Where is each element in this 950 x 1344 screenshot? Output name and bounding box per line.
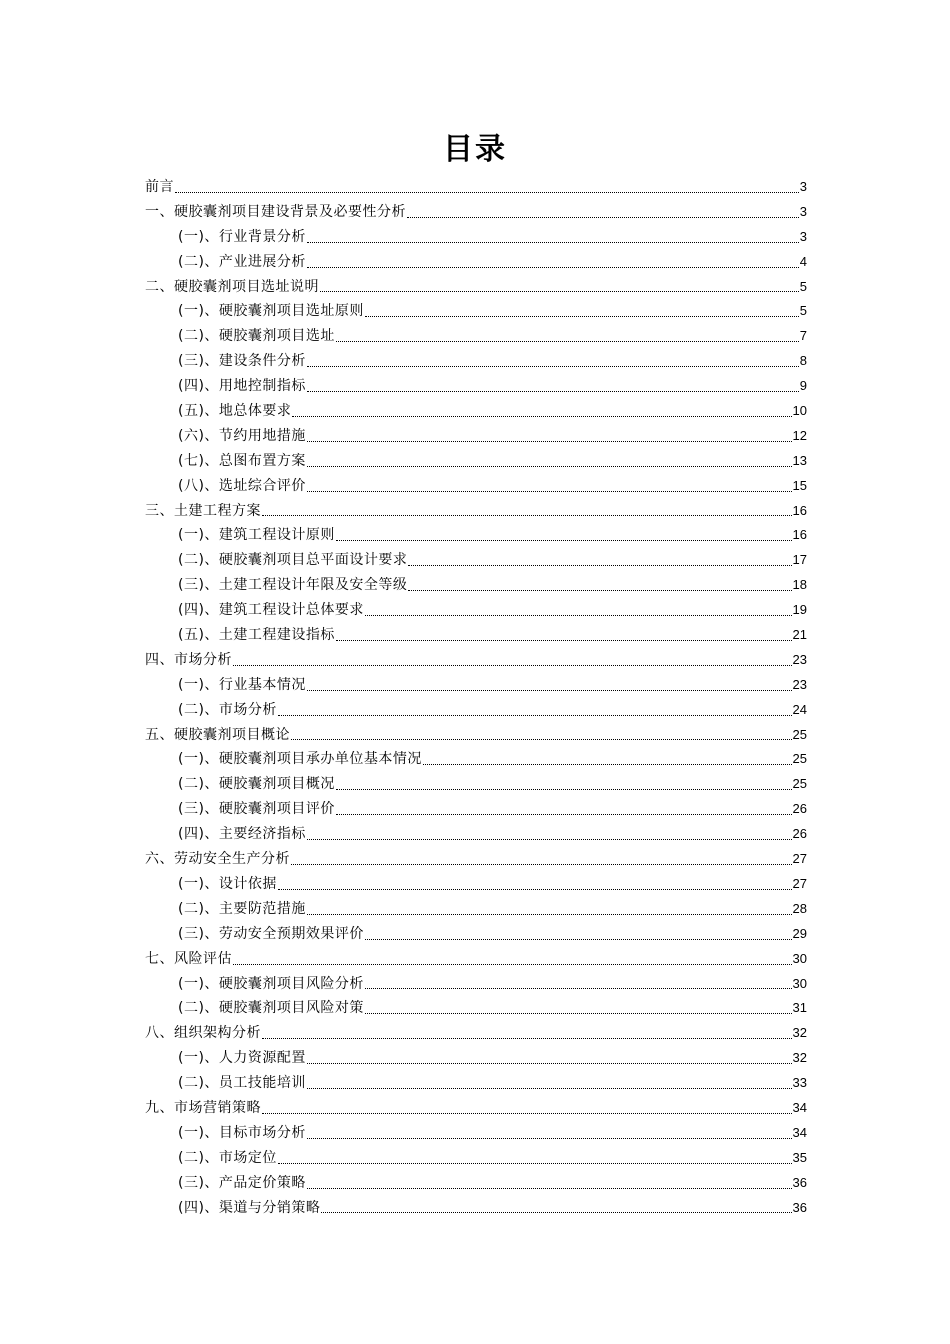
toc-entry-title: (三)、土建工程设计年限及安全等级	[178, 577, 408, 594]
toc-chapter-entry[interactable]	[145, 723, 807, 748]
toc-entry-title: (二)、产业进展分析	[178, 253, 306, 270]
toc-dot-leader	[307, 440, 792, 442]
toc-entry-title: 五、硬胶囊剂项目概论	[145, 726, 290, 743]
toc-section-entry[interactable]	[145, 897, 807, 922]
toc-dot-leader	[307, 689, 792, 691]
toc-dot-leader	[307, 365, 799, 367]
toc-entry-title: (五)、土建工程建设指标	[178, 627, 335, 644]
toc-dot-leader	[278, 888, 792, 890]
toc-section-entry[interactable]	[145, 349, 807, 374]
toc-page-number: 8	[799, 353, 807, 369]
toc-dot-leader	[278, 714, 792, 716]
toc-dot-leader	[307, 1187, 792, 1189]
toc-chapter-entry[interactable]	[145, 947, 807, 972]
toc-page-number: 31	[792, 1000, 807, 1016]
toc-entry-title: (三)、建设条件分析	[178, 353, 306, 370]
toc-dot-leader	[291, 863, 792, 865]
toc-page-number: 3	[799, 203, 807, 219]
toc-dot-leader	[233, 963, 792, 965]
toc-page-number: 5	[799, 278, 807, 294]
toc-entry-title: (一)、硬胶囊剂项目承办单位基本情况	[178, 751, 422, 768]
toc-entry-title: 七、风险评估	[145, 950, 232, 967]
toc-section-entry[interactable]	[145, 698, 807, 723]
toc-section-entry[interactable]	[145, 797, 807, 822]
toc-entry-title: (一)、设计依据	[178, 875, 277, 892]
toc-chapter-entry[interactable]	[145, 1096, 807, 1121]
toc-entry-title: (二)、硬胶囊剂项目风险对策	[178, 1000, 364, 1017]
toc-page-number: 26	[792, 826, 807, 842]
toc-dot-leader	[307, 390, 799, 392]
toc-entry-title: (三)、硬胶囊剂项目评价	[178, 801, 335, 818]
toc-page-number: 5	[799, 303, 807, 319]
toc-dot-leader	[307, 266, 799, 268]
toc-page-number: 17	[792, 552, 807, 568]
toc-section-entry[interactable]	[145, 922, 807, 947]
toc-section-entry[interactable]	[145, 474, 807, 499]
toc-page-number: 3	[799, 179, 807, 194]
toc-entry-title: (八)、选址综合评价	[178, 477, 306, 494]
toc-page-number: 27	[792, 851, 807, 867]
toc-dot-leader	[365, 938, 792, 940]
toc-entry-title: (二)、市场定位	[178, 1149, 277, 1166]
toc-dot-leader	[321, 1211, 791, 1213]
toc-page-number: 29	[792, 925, 807, 941]
toc-section-entry[interactable]	[145, 573, 807, 598]
toc-page-number: 24	[792, 701, 807, 717]
toc-page-number: 34	[792, 1124, 807, 1140]
toc-dot-leader	[307, 241, 799, 243]
toc-section-entry[interactable]	[145, 822, 807, 847]
toc-entry-title: (三)、产品定价策略	[178, 1174, 306, 1191]
toc-section-entry[interactable]	[145, 324, 807, 349]
toc-section-entry[interactable]	[145, 225, 807, 250]
toc-entry-title: 六、劳动安全生产分析	[145, 851, 290, 868]
toc-section-entry[interactable]	[145, 872, 807, 897]
table-of-contents	[145, 175, 807, 1220]
toc-section-entry[interactable]	[145, 673, 807, 698]
toc-entry-title: (二)、主要防范措施	[178, 900, 306, 917]
toc-page-number: 36	[792, 1199, 807, 1215]
toc-section-entry[interactable]	[145, 299, 807, 324]
toc-section-entry[interactable]	[145, 399, 807, 424]
toc-entry-title: 四、市场分析	[145, 651, 232, 668]
toc-page-number: 19	[792, 602, 807, 618]
toc-page-number: 30	[792, 950, 807, 966]
toc-page-number: 25	[792, 726, 807, 742]
toc-dot-leader	[423, 763, 792, 765]
toc-dot-leader	[408, 564, 791, 566]
toc-entry-title: (二)、硬胶囊剂项目总平面设计要求	[178, 552, 408, 569]
toc-page-number: 27	[792, 875, 807, 891]
toc-page-number: 16	[792, 527, 807, 543]
toc-chapter-entry[interactable]	[145, 275, 807, 300]
toc-chapter-entry[interactable]	[145, 648, 807, 673]
toc-dot-leader	[365, 1012, 792, 1014]
toc-page-number: 32	[792, 1025, 807, 1041]
toc-entry-title: 一、硬胶囊剂项目建设背景及必要性分析	[145, 203, 406, 220]
toc-dot-leader	[175, 191, 799, 193]
toc-entry-title: (一)、行业基本情况	[178, 676, 306, 693]
toc-dot-leader	[336, 639, 792, 641]
toc-section-entry[interactable]	[145, 250, 807, 275]
toc-entry-title: (四)、主要经济指标	[178, 826, 306, 843]
toc-entry-title: (一)、人力资源配置	[178, 1050, 306, 1067]
toc-dot-leader	[262, 1112, 792, 1114]
toc-dot-leader	[233, 664, 792, 666]
toc-section-entry[interactable]	[145, 598, 807, 623]
toc-page-number: 15	[792, 477, 807, 493]
toc-page-number: 25	[792, 776, 807, 792]
toc-page-number: 13	[792, 452, 807, 468]
toc-page-number: 26	[792, 801, 807, 817]
toc-section-entry[interactable]	[145, 1146, 807, 1171]
toc-page-number: 18	[792, 577, 807, 593]
toc-entry-title: (七)、总图布置方案	[178, 452, 306, 469]
toc-dot-leader	[408, 589, 791, 591]
toc-entry-title: (二)、市场分析	[178, 701, 277, 718]
toc-dot-leader	[307, 465, 792, 467]
toc-dot-leader	[262, 1037, 792, 1039]
toc-dot-leader	[320, 290, 799, 292]
toc-dot-leader	[292, 415, 791, 417]
toc-dot-leader	[407, 216, 799, 218]
toc-entry-title: 八、组织架构分析	[145, 1025, 261, 1042]
toc-dot-leader	[365, 315, 799, 317]
toc-dot-leader	[307, 1062, 792, 1064]
toc-section-entry[interactable]	[145, 1046, 807, 1071]
toc-chapter-entry[interactable]	[145, 1021, 807, 1046]
toc-section-entry[interactable]	[145, 1171, 807, 1196]
toc-page-number: 10	[792, 403, 807, 419]
toc-section-entry[interactable]	[145, 449, 807, 474]
toc-section-entry[interactable]	[145, 747, 807, 772]
toc-page-number: 3	[799, 228, 807, 244]
toc-dot-leader	[336, 813, 792, 815]
toc-page-number: 23	[792, 676, 807, 692]
toc-entry-title: 九、市场营销策略	[145, 1099, 261, 1116]
toc-dot-leader	[307, 913, 792, 915]
toc-page-number: 12	[792, 427, 807, 443]
toc-entry-title: (一)、硬胶囊剂项目选址原则	[178, 303, 364, 320]
toc-section-entry[interactable]	[145, 523, 807, 548]
toc-page-number: 32	[792, 1050, 807, 1066]
toc-entry-title: (三)、劳动安全预期效果评价	[178, 925, 364, 942]
toc-page-number: 16	[792, 502, 807, 518]
toc-dot-leader	[336, 539, 792, 541]
toc-dot-leader	[365, 987, 792, 989]
toc-entry-title: (六)、节约用地措施	[178, 427, 306, 444]
toc-entry-title: 前言	[145, 179, 174, 195]
toc-dot-leader	[262, 514, 792, 516]
toc-section-entry[interactable]	[145, 374, 807, 399]
toc-entry-title: 二、硬胶囊剂项目选址说明	[145, 278, 319, 295]
toc-section-entry[interactable]	[145, 424, 807, 449]
toc-dot-leader	[365, 614, 792, 616]
toc-page-number: 7	[799, 328, 807, 344]
toc-entry-title: 三、土建工程方案	[145, 502, 261, 519]
toc-section-entry[interactable]	[145, 1121, 807, 1146]
toc-dot-leader	[336, 340, 799, 342]
toc-page-number: 23	[792, 651, 807, 667]
toc-chapter-entry[interactable]	[145, 847, 807, 872]
toc-dot-leader	[307, 490, 792, 492]
toc-section-entry[interactable]	[145, 772, 807, 797]
toc-dot-leader	[307, 1087, 792, 1089]
toc-entry-title: (二)、硬胶囊剂项目选址	[178, 328, 335, 345]
toc-dot-leader	[307, 1137, 792, 1139]
toc-page-number: 30	[792, 975, 807, 991]
toc-chapter-entry[interactable]	[145, 175, 807, 200]
toc-dot-leader	[307, 838, 792, 840]
toc-entry-title: (二)、员工技能培训	[178, 1075, 306, 1092]
toc-entry-title: (二)、硬胶囊剂项目概况	[178, 776, 335, 793]
toc-dot-leader	[291, 738, 792, 740]
toc-page-number: 28	[792, 900, 807, 916]
toc-section-entry[interactable]	[145, 1196, 807, 1221]
toc-page-number: 33	[792, 1075, 807, 1091]
toc-page-number: 36	[792, 1174, 807, 1190]
toc-section-entry[interactable]	[145, 996, 807, 1021]
toc-page-number: 4	[799, 253, 807, 269]
toc-page-number: 34	[792, 1099, 807, 1115]
toc-page-number: 21	[792, 627, 807, 643]
page-title: 目录	[443, 132, 507, 167]
toc-entry-title: (一)、行业背景分析	[178, 228, 306, 245]
toc-section-entry[interactable]	[145, 972, 807, 997]
toc-entry-title: (四)、用地控制指标	[178, 378, 306, 395]
toc-chapter-entry[interactable]	[145, 200, 807, 225]
toc-dot-leader	[278, 1162, 792, 1164]
toc-section-entry[interactable]	[145, 623, 807, 648]
toc-page-number: 35	[792, 1149, 807, 1165]
toc-entry-title: (五)、地总体要求	[178, 403, 292, 420]
toc-entry-title: (一)、建筑工程设计原则	[178, 527, 335, 544]
toc-section-entry[interactable]	[145, 1071, 807, 1096]
toc-section-entry[interactable]	[145, 548, 807, 573]
toc-page-number: 25	[792, 751, 807, 767]
toc-page-number: 9	[799, 378, 807, 394]
toc-entry-title: (四)、建筑工程设计总体要求	[178, 602, 364, 619]
toc-chapter-entry[interactable]	[145, 499, 807, 524]
toc-entry-title: (一)、目标市场分析	[178, 1124, 306, 1141]
toc-entry-title: (一)、硬胶囊剂项目风险分析	[178, 975, 364, 992]
toc-dot-leader	[336, 788, 792, 790]
toc-entry-title: (四)、渠道与分销策略	[178, 1199, 321, 1216]
